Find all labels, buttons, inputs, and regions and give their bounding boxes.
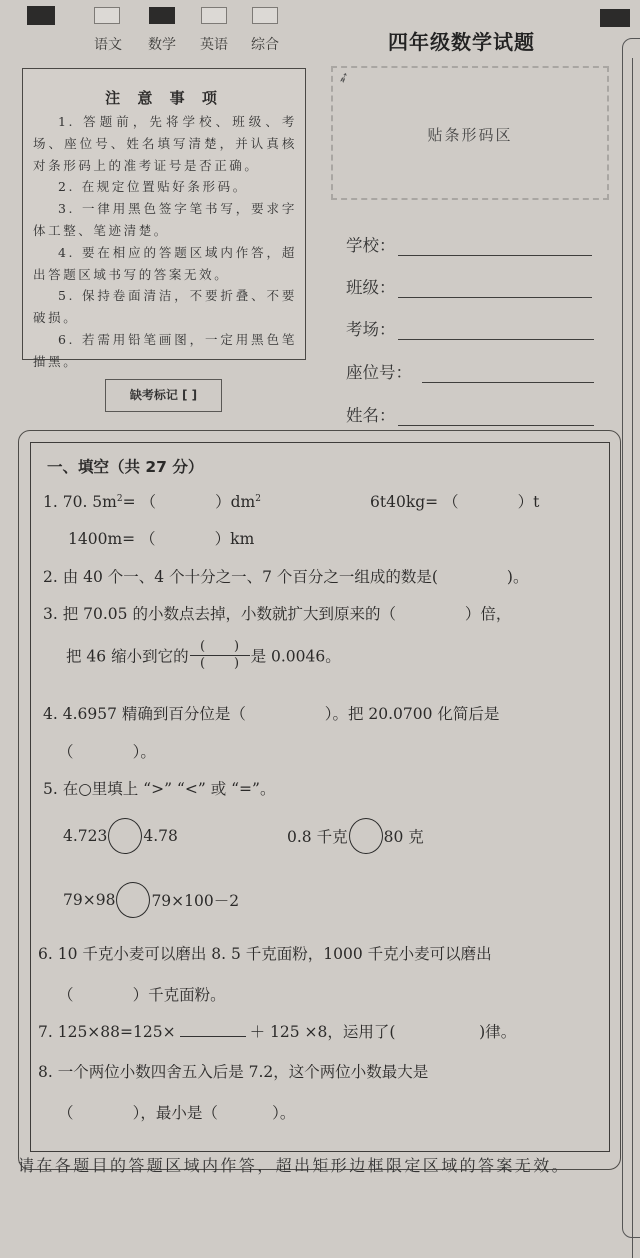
subject-label-math: 数学: [148, 37, 176, 53]
school-label: 学校：: [346, 236, 396, 255]
question-1a[interactable]: [43, 490, 261, 512]
absent-mark-box[interactable]: 缺考标记 [ ]: [105, 379, 222, 412]
q7-pre: 7. 125×88=125×: [38, 1023, 176, 1041]
question-6a[interactable]: 6. 10 千克小麦可以磨出 8. 5 千克面粉，1000 千克小麦可以磨出: [38, 945, 492, 963]
seat-number-field[interactable]: [346, 359, 594, 383]
question-1b[interactable]: 6t40kg= （ ）t: [370, 493, 540, 511]
subject-checkbox-comprehensive[interactable]: [252, 7, 278, 24]
question-3a[interactable]: 3. 把 70.05 的小数点去掉，小数就扩大到原来的（ ）倍，: [43, 605, 512, 623]
page-edge-frame-inner: [632, 58, 640, 1258]
q1a-sup2: 2: [255, 493, 261, 504]
q1a-sup: 2: [116, 493, 123, 504]
q1a-text: 1. 70. 5m: [43, 493, 117, 511]
compare-1-circle[interactable]: [108, 818, 142, 854]
class-input-line[interactable]: [398, 296, 592, 298]
question-7[interactable]: [38, 1020, 516, 1042]
alignment-mark-left: [27, 6, 55, 25]
subject-checkbox-english[interactable]: [201, 7, 227, 24]
section-title: 一、填空（共 27 分）: [47, 458, 204, 476]
exam-room-field[interactable]: [346, 316, 594, 340]
question-8a[interactable]: 8. 一个两位小数四舍五入后是 7.2，这个两位小数最大是: [38, 1063, 429, 1081]
compare-3-right: 79×100－2: [151, 892, 240, 910]
notice-heading: 注 意 事 项: [105, 89, 223, 107]
notice-item-6: 6. 若需用铅笔画图，一定用黑色笔描黑。: [33, 331, 297, 369]
question-4a[interactable]: 4. 4.6957 精确到百分位是（ ）。把 20.0700 化简后是: [43, 705, 500, 723]
compare-item-1[interactable]: [63, 818, 178, 854]
notice-box: [22, 68, 306, 369]
subject-label-english: 英语: [200, 37, 228, 53]
barcode-area: [331, 66, 609, 200]
exam-title: 四年级数学试题: [388, 30, 535, 54]
question-1c[interactable]: 1400m= （ ）km: [68, 530, 255, 548]
footer-warning: 请在各题目的答题区域内作答，超出矩形边框限定区域的答案无效。: [18, 1156, 571, 1175]
fraction-blank[interactable]: [190, 640, 250, 671]
compare-3-circle[interactable]: [116, 882, 150, 918]
mouse-cursor-icon: ➶: [335, 68, 353, 88]
q3b-pre: 把 46 缩小到它的: [66, 647, 189, 666]
subject-checkbox-chinese[interactable]: [94, 7, 120, 24]
notice-item-5: 5. 保持卷面清洁，不要折叠、不要破损。: [33, 288, 297, 326]
compare-item-2[interactable]: [287, 818, 424, 854]
notice-item-1: 1. 答题前，先将学校、班级、考场、座位号、姓名填写清楚，并认真核对条形码上的准考证号是否正确。: [33, 114, 297, 173]
fraction-denominator[interactable]: ( ): [200, 656, 240, 671]
compare-3-left: 79×98: [63, 891, 116, 909]
exam-room-label: 考场：: [346, 320, 396, 339]
name-label: 姓名：: [346, 406, 396, 425]
fraction-numerator[interactable]: ( ): [200, 639, 240, 654]
compare-1-right: 4.78: [143, 827, 178, 845]
question-3b[interactable]: [66, 640, 341, 671]
subject-checkbox-math[interactable]: [149, 7, 175, 24]
question-2[interactable]: 2. 由 40 个一、4 个十分之一、7 个百分之一组成的数是( )。: [43, 568, 529, 586]
question-8b[interactable]: （ ），最小是（ ）。: [58, 1104, 296, 1122]
q3b-post: 是 0.0046。: [250, 647, 341, 666]
question-6b[interactable]: （ ）千克面粉。: [58, 986, 226, 1004]
exam-room-input-line[interactable]: [398, 338, 594, 340]
name-input-line[interactable]: [398, 424, 594, 426]
notice-item-3: 3. 一律用黑色签字笔书写，要求字体工整、笔迹清楚。: [33, 201, 297, 238]
seat-number-label: 座位号：: [346, 363, 412, 382]
notice-item-2: 2. 在规定位置贴好条形码。: [58, 179, 248, 195]
seat-number-input-line[interactable]: [422, 381, 594, 383]
school-field[interactable]: [346, 232, 592, 256]
barcode-area-label: 贴条形码区: [427, 126, 513, 144]
name-field[interactable]: [346, 402, 594, 426]
notice-item-4: 4. 要在相应的答题区域内作答，超出答题区域书写的答案无效。: [33, 244, 297, 282]
subject-label-comprehensive: 综合: [251, 37, 279, 53]
alignment-mark-right: [600, 9, 630, 27]
notice-body: [33, 111, 297, 373]
compare-2-right: 80 克: [383, 828, 424, 846]
compare-2-left: 0.8 千克: [287, 828, 348, 846]
question-4b[interactable]: （ ）。: [58, 743, 156, 761]
q7-blank-line[interactable]: [180, 1022, 246, 1037]
compare-item-3[interactable]: [63, 882, 239, 918]
class-field[interactable]: [346, 274, 592, 298]
compare-2-circle[interactable]: [349, 818, 383, 854]
school-input-line[interactable]: [398, 254, 592, 256]
compare-1-left: 4.723: [63, 827, 108, 845]
question-5: 5. 在○里填上 “>” “<” 或 “=”。: [43, 780, 276, 798]
subject-label-chinese: 语文: [94, 37, 122, 53]
q7-post: ＋ 125 ×8，运用了( )律。: [249, 1023, 517, 1041]
class-label: 班级：: [346, 278, 396, 297]
q1a-answer-text: = （ ）dm: [122, 493, 256, 511]
